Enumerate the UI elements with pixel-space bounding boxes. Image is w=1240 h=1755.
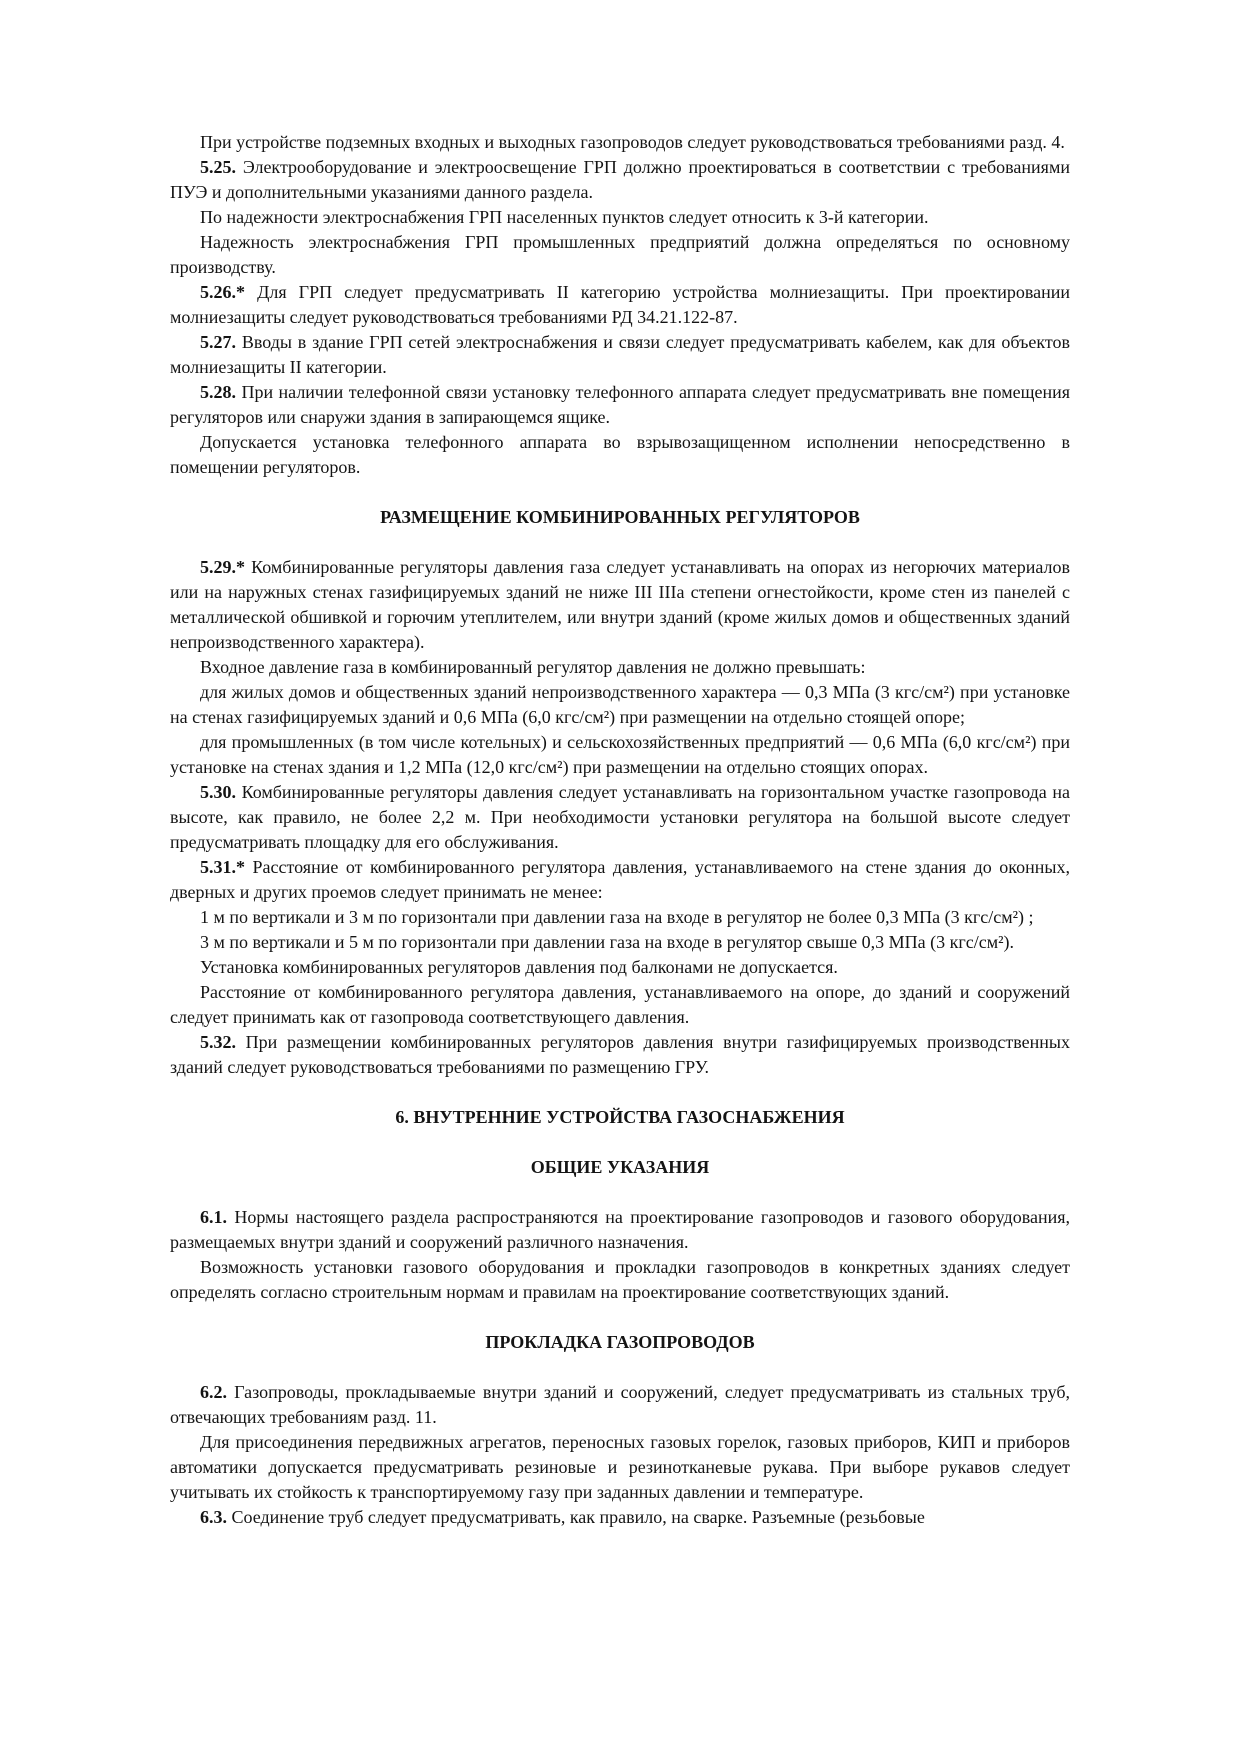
paragraph [170, 280, 1070, 330]
clause-number: 5.27. [200, 332, 236, 352]
paragraph-text: Нормы настоящего раздела распространяются на проектирование газопроводов и газового оборудования, размещаемых внутри зданий и сооружений различного назначения. [170, 1207, 1070, 1252]
paragraph-text: 1 м по вертикали и 3 м по горизонтали при давлении газа на входе в регулятор не более 0,3 МПа (3 кгс/см²) ; [200, 907, 1034, 927]
paragraph [170, 430, 1070, 480]
paragraph [170, 1030, 1070, 1080]
paragraph-text: При размещении комбинированных регуляторов давления внутри газифицируемых производственных зданий следует руководствоваться требованиями по размещению ГРУ. [170, 1032, 1070, 1077]
paragraph-text: 3 м по вертикали и 5 м по горизонтали при давлении газа на входе в регулятор свыше 0,3 МПа (3 кгс/см²). [200, 932, 1014, 952]
paragraph [170, 1205, 1070, 1255]
clause-number: 6.1. [200, 1207, 227, 1227]
paragraph-text: Установка комбинированных регуляторов давления под балконами не допускается. [200, 957, 838, 977]
paragraph-text: При наличии телефонной связи установку телефонного аппарата следует предусматривать вне помещения регуляторов или снаружи здания в запирающемся ящике. [170, 382, 1070, 427]
clause-number: 5.32. [200, 1032, 236, 1052]
paragraph [170, 1505, 1070, 1530]
paragraph [170, 1430, 1070, 1505]
paragraph [170, 330, 1070, 380]
paragraph [170, 1380, 1070, 1430]
section-heading: РАЗМЕЩЕНИЕ КОМБИНИРОВАННЫХ РЕГУЛЯТОРОВ [380, 507, 860, 527]
paragraph [170, 905, 1070, 930]
clause-number: 5.29.* [200, 557, 245, 577]
paragraph-text: Входное давление газа в комбинированный регулятор давления не должно превышать: [200, 657, 866, 677]
paragraph-text: Комбинированные регуляторы давления газа следует устанавливать на опорах из негорючих материалов или на наружных стенах газифицируемых зданий не ниже III IIIa степени огнестойкости, кроме стен из панелей с металлической обшивкой и горючим утеплителем, или внутри зданий (кроме жилых домов и общественных зданий непроизводственного характера). [170, 557, 1070, 652]
paragraph-text: Расстояние от комбинированного регулятора давления, устанавливаемого на стене здания до оконных, дверных и других проемов следует принимать не менее: [170, 857, 1070, 902]
section-heading: ПРОКЛАДКА ГАЗОПРОВОДОВ [485, 1332, 755, 1352]
paragraph [170, 955, 1070, 980]
paragraph [170, 205, 1070, 230]
paragraph-text: для промышленных (в том числе котельных) и сельскохозяйственных предприятий — 0,6 МПа (6,0 кгс/см²) при установке на стенах здания и 1,2 МПа (12,0 кгс/см²) при размещении на отдельно стоящих опорах. [170, 732, 1070, 777]
paragraph-text: Комбинированные регуляторы давления следует устанавливать на горизонтальном участке газопровода на высоте, как правило, не более 2,2 м. При необходимости установки регулятора на большой высоте следует предусматривать площадку для его обслуживания. [170, 782, 1070, 852]
paragraph [170, 655, 1070, 680]
paragraph [170, 855, 1070, 905]
clause-number: 6.2. [200, 1382, 227, 1402]
clause-number: 5.30. [200, 782, 236, 802]
paragraph-text: Надежность электроснабжения ГРП промышленных предприятий должна определяться по основному производству. [170, 232, 1070, 277]
paragraph [170, 680, 1070, 730]
paragraph [170, 555, 1070, 655]
paragraph-text: Газопроводы, прокладываемые внутри зданий и сооружений, следует предусматривать из стальных труб, отвечающих требованиям разд. 11. [170, 1382, 1070, 1427]
paragraph [170, 980, 1070, 1030]
paragraph-text: Расстояние от комбинированного регулятора давления, устанавливаемого на опоре, до зданий и сооружений следует принимать как от газопровода соответствующего давления. [170, 982, 1070, 1027]
clause-number: 5.26.* [200, 282, 245, 302]
chapter-heading: 6. ВНУТРЕННИЕ УСТРОЙСТВА ГАЗОСНАБЖЕНИЯ [395, 1107, 845, 1127]
paragraph [170, 780, 1070, 855]
paragraph [170, 380, 1070, 430]
clause-number: 5.31.* [200, 857, 245, 877]
paragraph-text: для жилых домов и общественных зданий непроизводственного характера — 0,3 МПа (3 кгс/см²) при установке на стенах газифицируемых зданий и 0,6 МПа (6,0 кгс/см²) при размещении на отдельно стоящей опоре; [170, 682, 1070, 727]
paragraph [170, 1255, 1070, 1305]
section-heading: ОБЩИЕ УКАЗАНИЯ [530, 1157, 710, 1177]
paragraph-text: Соединение труб следует предусматривать, как правило, на сварке. Разъемные (резьбовые [227, 1507, 925, 1527]
paragraph-text: Для присоединения передвижных агрегатов, переносных газовых горелок, газовых приборов, КИП и приборов автоматики допускается предусматривать резиновые и резинотканевые рукава. При выборе рукавов следует учитывать их стойкость к транспортируемому газу при заданных давлении и температуре. [170, 1432, 1070, 1502]
clause-number: 6.3. [200, 1507, 227, 1527]
paragraph-text: Допускается установка телефонного аппарата во взрывозащищенном исполнении непосредственно в помещении регуляторов. [170, 432, 1070, 477]
paragraph-text: Возможность установки газового оборудования и прокладки газопроводов в конкретных зданиях следует определять согласно строительным нормам и правилам на проектирование соответствующих зданий. [170, 1257, 1070, 1302]
clause-number: 5.28. [200, 382, 236, 402]
paragraph [170, 130, 1070, 155]
paragraph-text: Для ГРП следует предусматривать II категорию устройства молниезащиты. При проектировании молниезащиты следует руководствоваться требованиями РД 34.21.122-87. [170, 282, 1070, 327]
clause-number: 5.25. [200, 157, 236, 177]
paragraph [170, 730, 1070, 780]
paragraph-text: По надежности электроснабжения ГРП населенных пунктов следует относить к 3-й категории. [200, 207, 929, 227]
paragraph [170, 230, 1070, 280]
paragraph-text: Электрооборудование и электроосвещение ГРП должно проектироваться в соответствии с требованиями ПУЭ и дополнительными указаниями данного раздела. [170, 157, 1070, 202]
paragraph-text: Вводы в здание ГРП сетей электроснабжения и связи следует предусматривать кабелем, как для объектов молниезащиты II категории. [170, 332, 1070, 377]
paragraph [170, 155, 1070, 205]
paragraph [170, 930, 1070, 955]
paragraph-text: При устройстве подземных входных и выходных газопроводов следует руководствоваться требованиями разд. 4. [200, 132, 1065, 152]
